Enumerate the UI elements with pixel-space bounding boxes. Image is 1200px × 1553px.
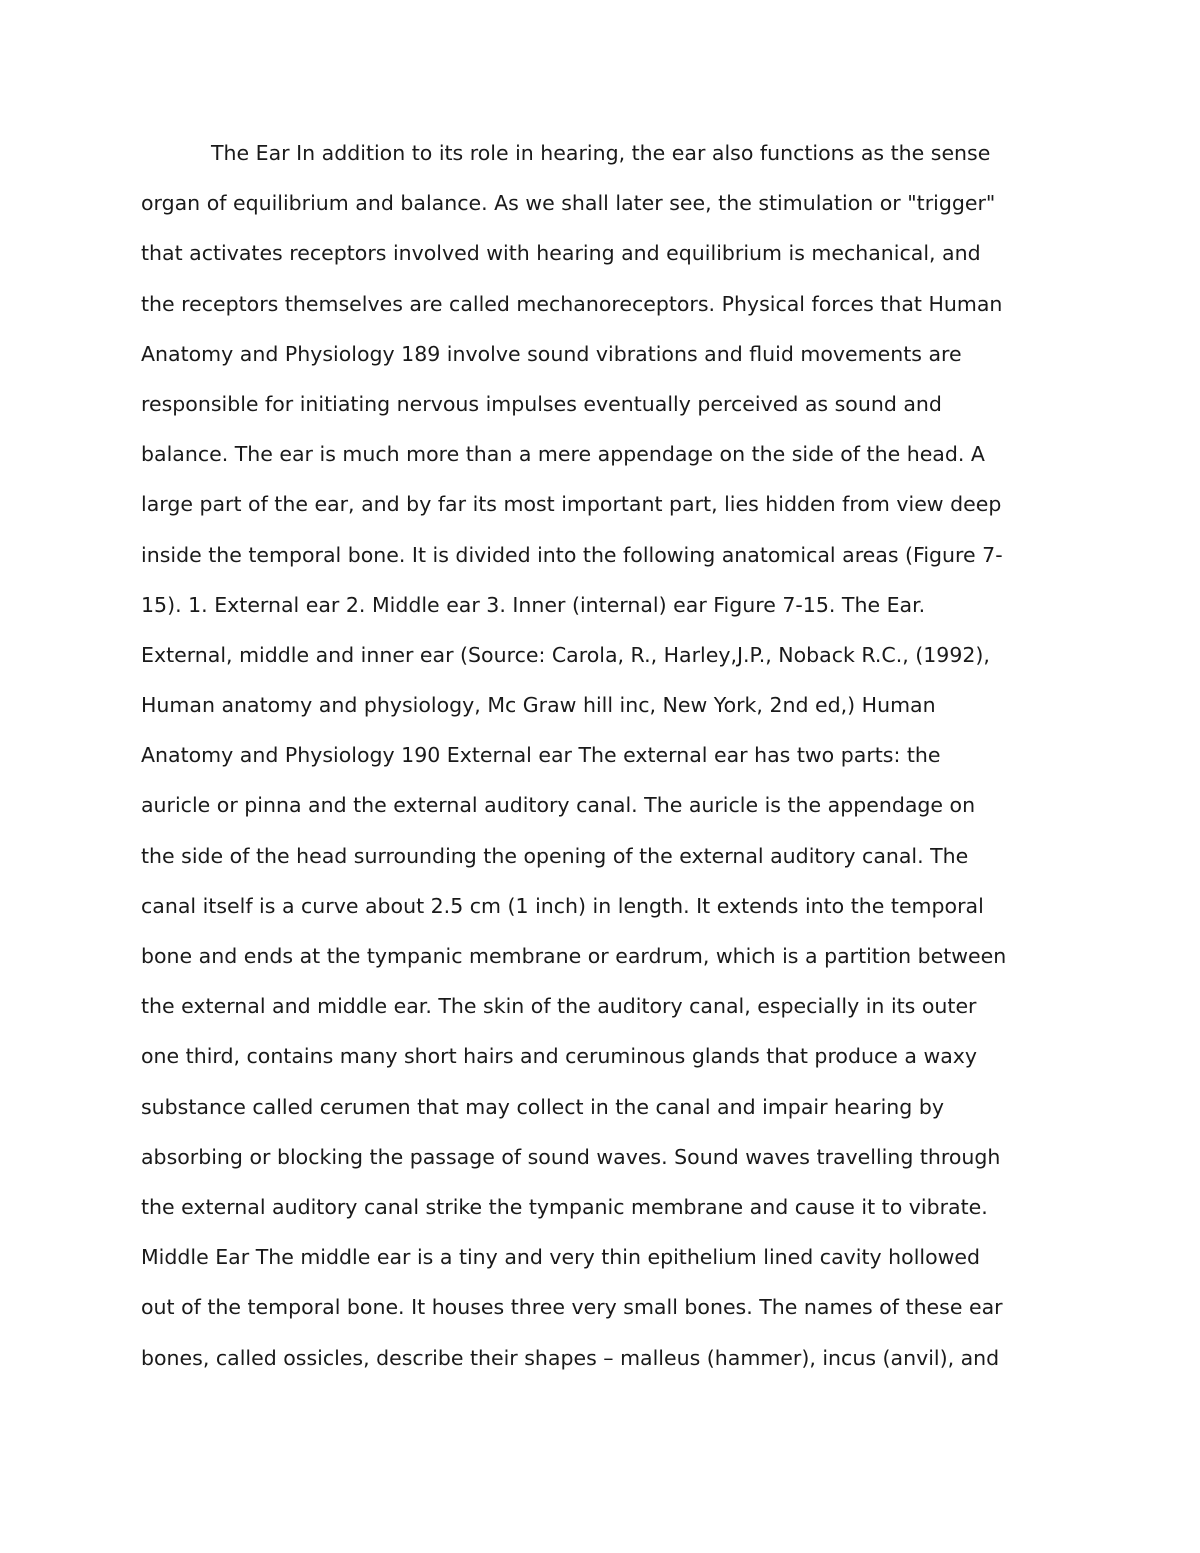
- text-line: that activates receptors involved with hearing and equilibrium is mechanical, and: [141, 241, 981, 266]
- text-line: balance. The ear is much more than a mere appendage on the side of the head. A: [141, 442, 985, 467]
- body-text: [141, 128, 1061, 1383]
- text-line: bones, called ossicles, describe their shapes – malleus (hammer), incus (anvil), and: [141, 1345, 1000, 1370]
- text-line: inside the temporal bone. It is divided into the following anatomical areas (Figure 7-: [141, 542, 1003, 567]
- text-line: responsible for initiating nervous impulses eventually perceived as sound and: [141, 391, 942, 416]
- text-line: Middle Ear The middle ear is a tiny and very thin epithelium lined cavity hollowed: [141, 1245, 981, 1270]
- text-line: Anatomy and Physiology 190 External ear The external ear has two parts: the: [141, 743, 941, 768]
- text-line: organ of equilibrium and balance. As we shall later see, the stimulation or "trigger": [141, 191, 996, 216]
- text-line: 15). 1. External ear 2. Middle ear 3. Inner (internal) ear Figure 7-15. The Ear.: [141, 592, 926, 617]
- text-line: absorbing or blocking the passage of sound waves. Sound waves travelling through: [141, 1144, 1001, 1169]
- text-line: The Ear In addition to its role in hearing, the ear also functions as the sense: [211, 141, 991, 165]
- text-line: large part of the ear, and by far its most important part, lies hidden from view deep: [141, 492, 1002, 517]
- text-line: substance called cerumen that may collect in the canal and impair hearing by: [141, 1094, 944, 1119]
- text-line: the external and middle ear. The skin of the auditory canal, especially in its outer: [141, 994, 977, 1019]
- text-line: External, middle and inner ear (Source: Carola, R., Harley,J.P., Noback R.C., (1992),: [141, 642, 990, 667]
- text-line: Human anatomy and physiology, Mc Graw hill inc, New York, 2nd ed,) Human: [141, 693, 936, 718]
- text-line: the receptors themselves are called mechanoreceptors. Physical forces that Human: [141, 291, 1003, 316]
- text-line: the side of the head surrounding the opening of the external auditory canal. The: [141, 843, 969, 868]
- text-line: bone and ends at the tympanic membrane or eardrum, which is a partition between: [141, 944, 1007, 968]
- text-line: the external auditory canal strike the tympanic membrane and cause it to vibrate.: [141, 1194, 988, 1219]
- text-line: one third, contains many short hairs and ceruminous glands that produce a waxy: [141, 1044, 978, 1069]
- text-line: auricle or pinna and the external auditory canal. The auricle is the appendage on: [141, 793, 976, 818]
- text-line: out of the temporal bone. It houses three very small bones. The names of these ear: [141, 1295, 1003, 1320]
- text-line: Anatomy and Physiology 189 involve sound vibrations and fluid movements are: [141, 341, 962, 366]
- text-line: canal itself is a curve about 2.5 cm (1 inch) in length. It extends into the temporal: [141, 893, 984, 918]
